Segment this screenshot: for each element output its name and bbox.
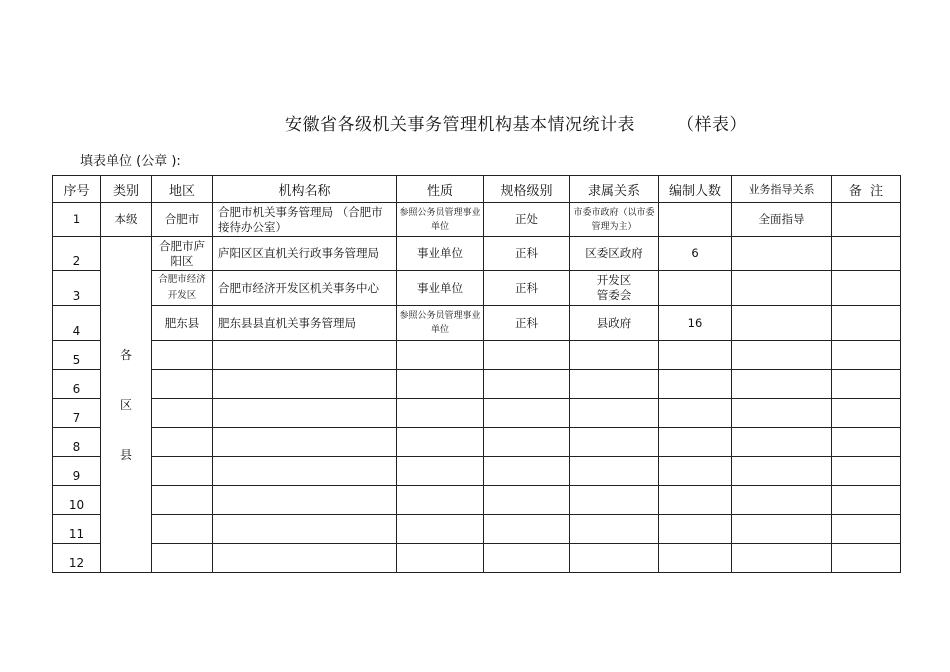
table-row xyxy=(53,428,901,457)
cell-guidance: 全面指导 xyxy=(732,203,832,237)
table-row xyxy=(53,486,901,515)
cell-empty xyxy=(570,399,659,428)
category-char: 区 xyxy=(119,397,132,412)
cell-empty xyxy=(832,399,901,428)
cell-nature: 事业单位 xyxy=(397,271,484,306)
cell-no: 2 xyxy=(53,237,101,271)
cell-empty xyxy=(213,544,397,573)
cell-remark xyxy=(832,271,901,306)
header-affiliation: 隶属关系 xyxy=(570,176,659,203)
category-char: 各 xyxy=(119,347,132,362)
cell-no: 7 xyxy=(53,399,101,428)
cell-no: 4 xyxy=(53,306,101,341)
cell-empty xyxy=(659,341,732,370)
cell-empty xyxy=(213,341,397,370)
cell-empty xyxy=(732,515,832,544)
page-title xyxy=(285,110,747,135)
cell-empty xyxy=(397,341,484,370)
cell-remark xyxy=(832,237,901,271)
cell-empty xyxy=(397,515,484,544)
cell-empty xyxy=(570,544,659,573)
cell-empty xyxy=(659,399,732,428)
cell-empty xyxy=(484,399,570,428)
cell-category: 本级 xyxy=(101,203,152,237)
cell-empty xyxy=(152,486,213,515)
cell-empty xyxy=(732,486,832,515)
header-row xyxy=(53,176,901,203)
cell-nature: 参照公务员管理事业单位 xyxy=(397,306,484,341)
cell-empty xyxy=(152,399,213,428)
header-nature: 性质 xyxy=(397,176,484,203)
cell-empty xyxy=(570,370,659,399)
cell-nature: 事业单位 xyxy=(397,237,484,271)
cell-name: 合肥市机关事务管理局 （合肥市接待办公室） xyxy=(213,203,397,237)
cell-empty xyxy=(570,341,659,370)
header-guidance: 业务指导关系 xyxy=(732,176,832,203)
statistics-table xyxy=(52,175,901,573)
cell-empty xyxy=(213,428,397,457)
cell-level: 正科 xyxy=(484,306,570,341)
table-row xyxy=(53,370,901,399)
category-char: 县 xyxy=(119,447,132,462)
cell-empty xyxy=(484,428,570,457)
cell-empty xyxy=(832,457,901,486)
cell-empty xyxy=(832,544,901,573)
cell-empty xyxy=(732,428,832,457)
cell-nature: 参照公务员管理事业单位 xyxy=(397,203,484,237)
cell-staff: 6 xyxy=(659,237,732,271)
cell-empty xyxy=(213,457,397,486)
cell-empty xyxy=(659,370,732,399)
cell-empty xyxy=(152,457,213,486)
cell-no: 9 xyxy=(53,457,101,486)
cell-staff xyxy=(659,203,732,237)
cell-empty xyxy=(152,544,213,573)
title-note: （样表） xyxy=(677,115,747,135)
cell-empty xyxy=(659,428,732,457)
cell-empty xyxy=(832,486,901,515)
table-row xyxy=(53,271,901,306)
cell-empty xyxy=(213,370,397,399)
title-text: 安徽省各级机关事务管理机构基本情况统计表 xyxy=(285,115,635,135)
table-row xyxy=(53,515,901,544)
cell-empty xyxy=(152,515,213,544)
cell-name: 庐阳区区直机关行政事务管理局 xyxy=(213,237,397,271)
header-level: 规格级别 xyxy=(484,176,570,203)
cell-empty xyxy=(484,370,570,399)
cell-empty xyxy=(213,399,397,428)
cell-empty xyxy=(397,399,484,428)
cell-no: 10 xyxy=(53,486,101,515)
cell-empty xyxy=(152,370,213,399)
cell-empty xyxy=(484,515,570,544)
cell-region: 合肥市经济开发区 xyxy=(152,271,213,306)
cell-level: 正处 xyxy=(484,203,570,237)
table-row xyxy=(53,544,901,573)
cell-empty xyxy=(570,428,659,457)
cell-empty xyxy=(484,486,570,515)
header-staff: 编制人数 xyxy=(659,176,732,203)
fill-unit-label: 填表单位 (公章 ): xyxy=(80,154,181,169)
cell-empty xyxy=(397,428,484,457)
cell-empty xyxy=(484,341,570,370)
header-name: 机构名称 xyxy=(213,176,397,203)
table-row xyxy=(53,399,901,428)
cell-empty xyxy=(397,457,484,486)
cell-region: 合肥市 xyxy=(152,203,213,237)
table-row xyxy=(53,306,901,341)
header-remark: 备 注 xyxy=(832,176,901,203)
cell-empty xyxy=(732,457,832,486)
cell-empty xyxy=(732,544,832,573)
cell-empty xyxy=(570,515,659,544)
cell-no: 6 xyxy=(53,370,101,399)
cell-remark xyxy=(832,306,901,341)
header-category: 类别 xyxy=(101,176,152,203)
cell-level: 正科 xyxy=(484,271,570,306)
cell-no: 11 xyxy=(53,515,101,544)
cell-guidance xyxy=(732,306,832,341)
cell-region: 肥东县 xyxy=(152,306,213,341)
cell-empty xyxy=(832,370,901,399)
cell-empty xyxy=(832,515,901,544)
cell-empty xyxy=(570,486,659,515)
cell-empty xyxy=(152,341,213,370)
cell-empty xyxy=(152,428,213,457)
cell-empty xyxy=(659,486,732,515)
cell-guidance xyxy=(732,271,832,306)
cell-category-group xyxy=(101,237,152,573)
cell-empty xyxy=(397,486,484,515)
cell-empty xyxy=(732,399,832,428)
cell-empty xyxy=(732,370,832,399)
cell-no: 1 xyxy=(53,203,101,237)
cell-empty xyxy=(213,515,397,544)
cell-no: 12 xyxy=(53,544,101,573)
cell-name: 肥东县县直机关事务管理局 xyxy=(213,306,397,341)
cell-empty xyxy=(570,457,659,486)
cell-staff: 16 xyxy=(659,306,732,341)
cell-level: 正科 xyxy=(484,237,570,271)
header-no: 序号 xyxy=(53,176,101,203)
cell-region: 合肥市庐阳区 xyxy=(152,237,213,271)
cell-empty xyxy=(832,341,901,370)
cell-affiliation: 区委区政府 xyxy=(570,237,659,271)
cell-affiliation: 市委市政府（以市委管理为主） xyxy=(570,203,659,237)
cell-empty xyxy=(732,341,832,370)
cell-empty xyxy=(213,486,397,515)
cell-empty xyxy=(659,544,732,573)
table-row xyxy=(53,341,901,370)
cell-no: 5 xyxy=(53,341,101,370)
table-row xyxy=(53,203,901,237)
table-row xyxy=(53,237,901,271)
cell-empty xyxy=(659,515,732,544)
table-row xyxy=(53,457,901,486)
cell-guidance xyxy=(732,237,832,271)
cell-empty xyxy=(397,544,484,573)
cell-empty xyxy=(832,428,901,457)
cell-staff xyxy=(659,271,732,306)
cell-affiliation: 开发区管委会 xyxy=(570,271,659,306)
header-region: 地区 xyxy=(152,176,213,203)
cell-empty xyxy=(484,457,570,486)
cell-name: 合肥市经济开发区机关事务中心 xyxy=(213,271,397,306)
cell-empty xyxy=(659,457,732,486)
cell-affiliation: 县政府 xyxy=(570,306,659,341)
cell-remark xyxy=(832,203,901,237)
cell-no: 8 xyxy=(53,428,101,457)
cell-empty xyxy=(397,370,484,399)
cell-empty xyxy=(484,544,570,573)
cell-no: 3 xyxy=(53,271,101,306)
